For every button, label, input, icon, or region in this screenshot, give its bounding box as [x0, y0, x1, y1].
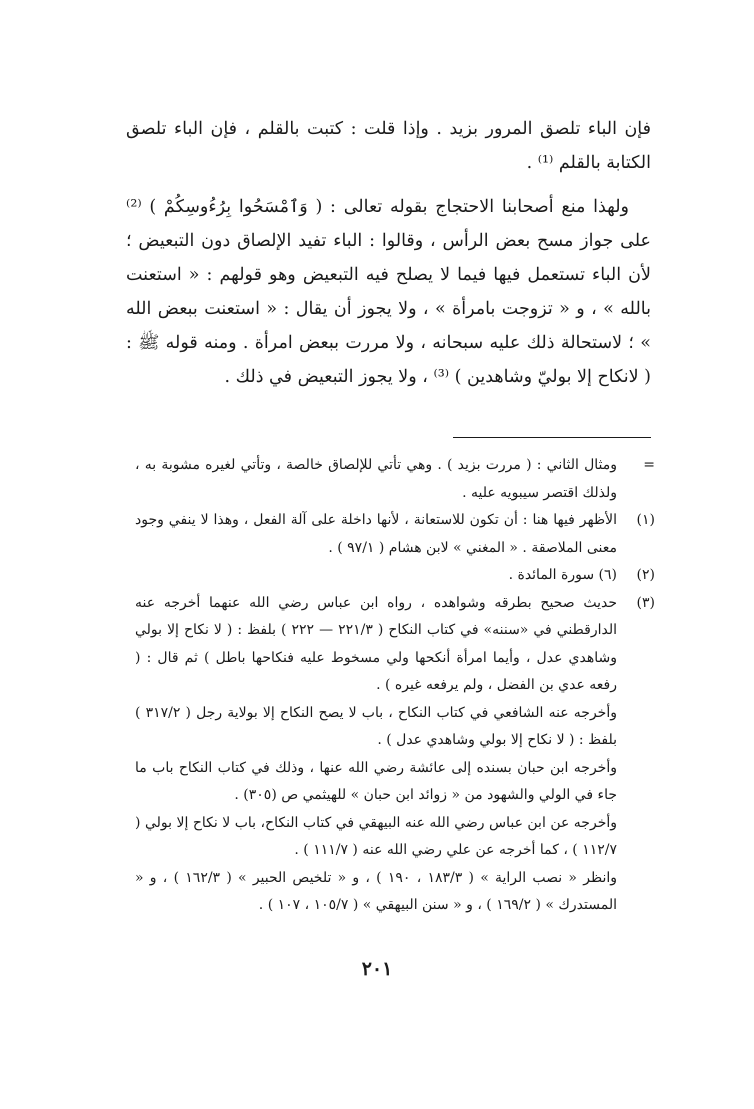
- footnote-text: الأظهر فيها هنا : أن تكون للاستعانة ، لأنها داخلة على آلة الفعل ، وهذا لا ينفي وجود معنى الملاصقة . « المغني » لابن هشام ( ٩٧/١ ) .: [135, 512, 617, 556]
- page-number: ٢٠١: [361, 958, 393, 980]
- footnote-text: وأخرجه عنه الشافعي في كتاب النكاح ، باب لا يصح النكاح إلا بولاية رجل ( ٣١٧/٢ ) بلفظ : ( لا نكاح إلا بولي وشاهدي عدل ) .: [135, 704, 617, 748]
- footnote-text: وأخرجه عن ابن عباس رضي الله عنه البيهقي في كتاب النكاح، باب لا نكاح إلا بولي ( ١١٢/٧ ) ، كما أخرجه عن علي رضي الله عنه ( ١١١/٧ ) .: [135, 814, 617, 858]
- footnote-marker: (١): [636, 512, 655, 528]
- footnote-text: وانظر « نصب الراية » ( ١٨٣/٣ ، ١٩٠ ) ، و « تلخيص الحبير » ( ١٦٢/٣ ) ، و « المستدرك » ( ١٦٩/٢ ) ، و « سنن البيهقي » ( ١٠٥/٧ ، ١٠٧ ) .: [135, 869, 617, 913]
- footnote-3: [135, 590, 655, 920]
- footnote-continuation: [135, 452, 655, 507]
- main-paragraph: فإن الباء تلصق المرور بزيد . وإذا قلت : كتبت بالقلم ، فإن الباء تلصق الكتابة بالقلم ⁽¹⁾ .: [126, 119, 651, 173]
- footnote-marker: =: [643, 457, 655, 473]
- footnote-divider: [453, 437, 651, 438]
- footnote-text: حديث صحيح بطرقه وشواهده ، رواه ابن عباس رضي الله عنهما أخرجه عنه الدارقطني في «سننه» في كتاب النكاح ( ٢٢١/٣ — ٢٢٢ ) بلفظ : ( لا نكاح إلا بولي وشاهدي عدل ، وأيما امرأة أنكحها ولي مسخوط عليه فنكاحها باطل ) ثم قال : ( رفعه عدي بن الفضل ، ولم يرفعه غيره ) .: [135, 594, 617, 693]
- footnote-body: [135, 590, 617, 920]
- footnote-body: [135, 507, 617, 562]
- main-paragraph: ولهذا منع أصحابنا الاحتجاج بقوله تعالى : ( وَٱمْسَحُوا بِرُءُوسِكُمْ ) ⁽²⁾ على جواز مسح بعض الرأس ، وقالوا : الباء تفيد الإلصاق دون التبعيض ؛ لأن الباء تستعمل فيها فيما لا يصلح فيه التبعيض وهو قولهم : « استعنت بالله » ، و « تزوجت بامرأة » ، ولا يجوز أن يقال : « استعنت ببعض الله » ؛ لاستحالة ذلك عليه سبحانه ، ولا مررت ببعض امرأة . ومنه قوله ﷺ : ( لانكاح إلا بوليّ وشاهدين ) ⁽³⁾ ، ولا يجوز التبعيض في ذلك .: [126, 197, 651, 387]
- footnote-body: [135, 562, 617, 590]
- footnote-2: [135, 562, 655, 590]
- footnote-marker: (٢): [636, 567, 655, 583]
- footnotes: [135, 452, 655, 920]
- footnote-text: ومثال الثاني : ( مررت بزيد ) . وهي تأتي للإلصاق خالصة ، وتأتي لغيره مشوبة به ، ولذلك اقتصر سيبويه عليه .: [135, 457, 617, 501]
- footnote-body: [135, 452, 617, 507]
- main-text: [126, 112, 651, 394]
- footnote-marker: (٣): [636, 594, 655, 611]
- footnote-text: وأخرجه ابن حبان بسنده إلى عائشة رضي الله عنها ، وذلك في كتاب النكاح باب ما جاء في الولي والشهود من « زوائد ابن حبان » للهيثمي ص (٣٠٥) .: [135, 759, 617, 803]
- footnote-text: (٦) سورة المائدة .: [508, 567, 617, 583]
- footnote-1: [135, 507, 655, 562]
